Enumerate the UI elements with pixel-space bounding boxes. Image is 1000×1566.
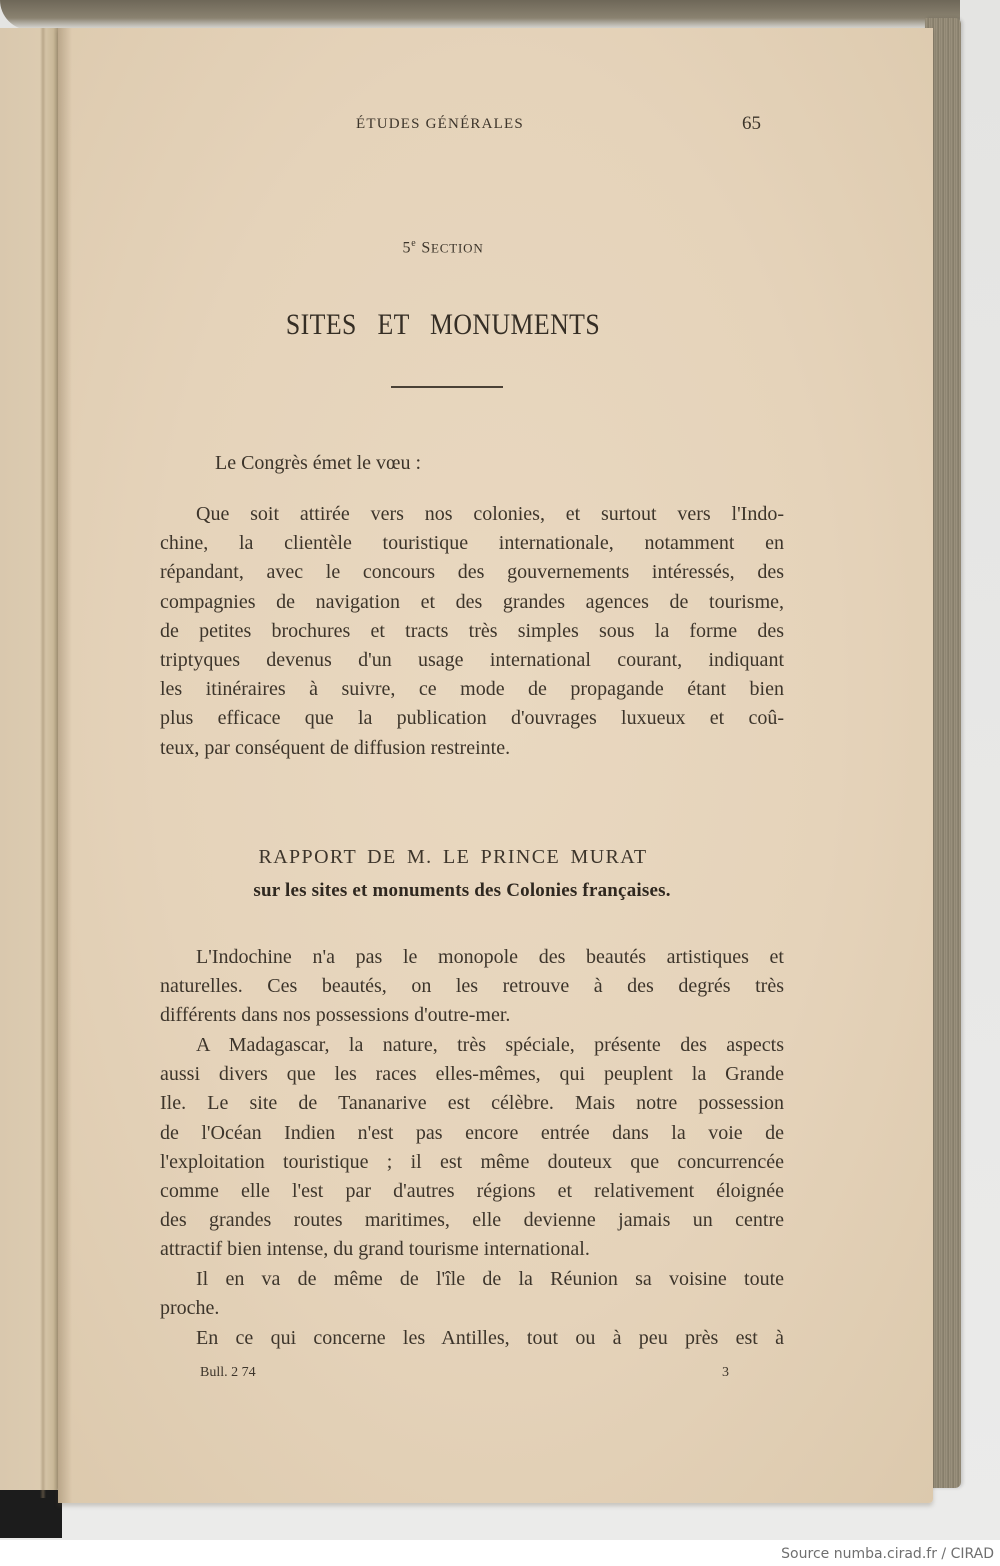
- text-line: compagnies de navigation et des grandes agences de tourisme,: [160, 590, 784, 613]
- body-paragraph: [160, 1265, 784, 1323]
- text-line: Il en va de même de l'île de la Réunion sa voisine toute: [196, 1268, 784, 1290]
- resolution-intro: Le Congrès émet le vœu :: [215, 452, 422, 474]
- section-word-initial: S: [421, 239, 432, 257]
- text-line: comme elle l'est par d'autres régions et relativement éloignée: [160, 1179, 784, 1202]
- section-label: [0, 238, 886, 257]
- page-number: 65: [742, 113, 761, 134]
- text-line: différents dans nos possessions d'outre-mer.: [160, 1004, 511, 1027]
- text-line: Que soit attirée vers nos colonies, et surtout vers l'Indo-: [196, 503, 784, 525]
- resolution-paragraph: [160, 500, 784, 763]
- body-paragraph: [160, 943, 784, 1031]
- section-word-rest: ECTION: [431, 240, 484, 256]
- text-line: aussi divers que les races elles-mêmes, qui peuplent la Grande: [160, 1063, 784, 1086]
- text-line: En ce qui concerne les Antilles, tout ou à peu près est à: [196, 1327, 784, 1349]
- section-ordinal: e: [411, 238, 417, 249]
- report-subtitle: sur les sites et monuments des Colonies françaises.: [253, 880, 671, 901]
- text-line: des grandes routes maritimes, elle devienne jamais un centre: [160, 1209, 784, 1232]
- text-line: Ile. Le site de Tananarive est célèbre. Mais notre possession: [160, 1092, 784, 1115]
- report-title: RAPPORT DE M. LE PRINCE MURAT: [258, 846, 648, 868]
- section-title: SITES ET MONUMENTS: [285, 308, 601, 341]
- source-credit: Source numba.cirad.fr / CIRAD: [773, 1546, 994, 1562]
- text-line: de petites brochures et tracts très simples sous la forme des: [160, 619, 784, 642]
- text-line: répandant, avec le concours des gouvernements intéressés, des: [160, 561, 784, 584]
- title-divider: [391, 386, 503, 388]
- text-line: plus efficace que la publication d'ouvrages luxueux et coû-: [160, 707, 784, 730]
- text-line: triptyques devenus d'un usage international courant, indiquant: [160, 648, 784, 671]
- text-line: chine, la clientèle touristique internationale, notamment en: [160, 532, 784, 555]
- text-line: les itinéraires à suivre, ce mode de propagande étant bien: [160, 678, 784, 701]
- body-paragraph: [160, 1324, 784, 1353]
- running-head: ÉTUDES GÉNÉRALES: [356, 116, 524, 132]
- text-line: L'Indochine n'a pas le monopole des beautés artistiques et: [196, 946, 784, 968]
- text-line: de l'Océan Indien n'est pas encore entrée dans la voie de: [160, 1121, 784, 1144]
- section-number: 5: [402, 239, 412, 257]
- text-line: teux, par conséquent de diffusion restreinte.: [160, 736, 511, 759]
- signature-number: 3: [722, 1365, 729, 1380]
- book-cover-edge: [0, 1490, 62, 1538]
- body-paragraph: [160, 1031, 784, 1265]
- text-line: proche.: [160, 1297, 220, 1320]
- text-line: l'exploitation touristique ; il est même douteux que concurrencée: [160, 1150, 784, 1173]
- text-line: attractif bien intense, du grand tourisme international.: [160, 1238, 590, 1261]
- text-line: A Madagascar, la nature, très spéciale, présente des aspects: [196, 1034, 784, 1056]
- book-top-shadow: [0, 0, 960, 30]
- signature-mark: Bull. 2 74: [200, 1365, 256, 1380]
- text-line: naturelles. Ces beautés, on les retrouve à des degrés très: [160, 975, 784, 998]
